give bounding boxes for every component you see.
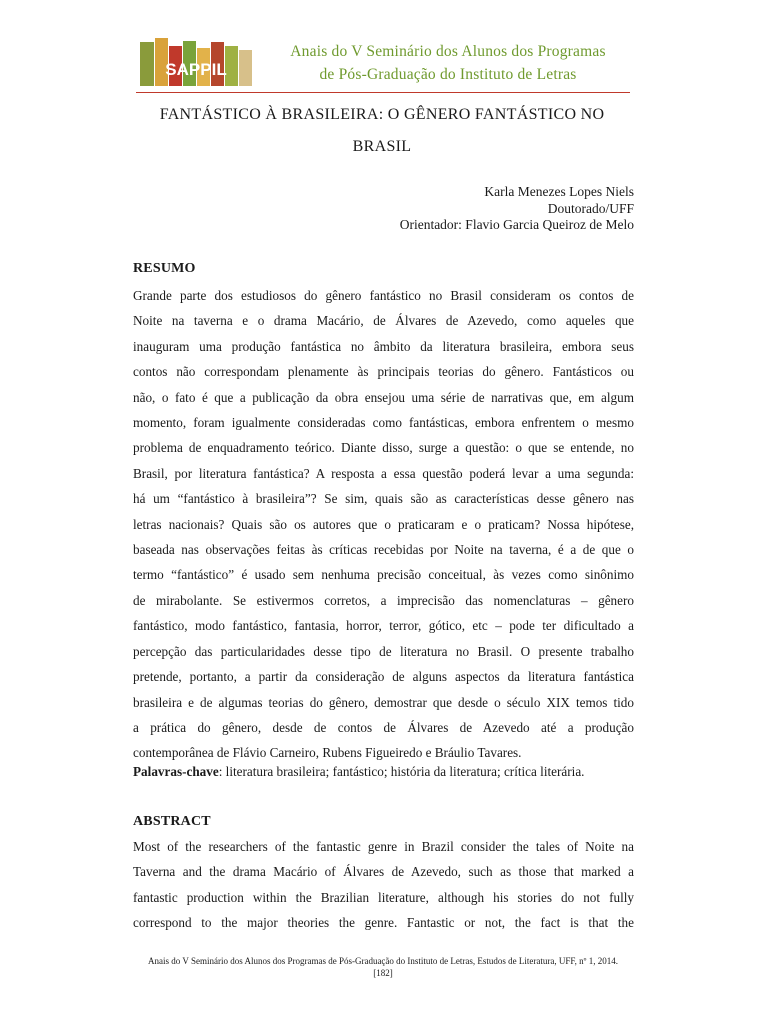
resumo-line: problema de enquadramento teórico. Diante disso, surge a questão: o que se entende, no — [133, 440, 634, 456]
resumo-line: baseada nas observações feitas às críticas recebidas por Noite na taverna, é a de que o — [133, 542, 634, 558]
page-footer — [100, 955, 666, 979]
author-name: Karla Menezes Lopes Niels — [484, 184, 634, 199]
resumo-heading: RESUMO — [133, 261, 196, 276]
keywords — [133, 761, 584, 783]
resumo-line: momento, foram igualmente consideradas como fantásticas, embora enfrentem o mesmo — [133, 415, 634, 431]
abstract-heading: ABSTRACT — [133, 814, 211, 829]
resumo-line: pretende, portanto, a partir da consideração de alguns aspectos da literatura fantástica — [133, 669, 634, 685]
resumo-line: termo “fantástico” é usado sem nenhuma precisão conceitual, às vezes como sinônimo — [133, 567, 634, 583]
author-advisor: Orientador: Flavio Garcia Queiroz de Melo — [399, 217, 634, 232]
resumo-body — [133, 283, 634, 766]
footer-citation: Anais do V Seminário dos Alunos dos Programas de Pós-Graduação do Instituto de Letras, Estudos de Literatura, UFF, nº 1, 2014. — [148, 956, 618, 966]
paper-title — [132, 99, 632, 163]
resumo-line: a prática do gênero, desde de contos de Álvares de Azevedo até a produção — [133, 719, 634, 735]
sappil-logo — [136, 38, 258, 88]
paper-title-line1: FANTÁSTICO À BRASILEIRA: O GÊNERO FANTÁSTICO NO — [159, 106, 605, 123]
conference-title — [254, 40, 642, 86]
paper-title-line2: BRASIL — [352, 138, 412, 155]
abstract-line: Taverna and the drama Macário of Álvares de Azevedo, such as those that marked a — [133, 864, 634, 880]
resumo-line: contos não correspondam plenamente às principais teorias do gênero. Fantásticos ou — [133, 364, 634, 380]
resumo-line: inauguram uma produção fantástica no âmbito da literatura brasileira, embora seus — [133, 338, 634, 354]
header-divider — [136, 92, 630, 93]
abstract-line: correspond to the major theories the genre. Fantastic or not, the fact is that the — [133, 915, 634, 931]
abstract-line: fantastic production within the Brazilian literature, although his stories do not fully — [133, 889, 634, 905]
resumo-line: de mirabolante. Se estivermos corretos, a imprecisão das nomenclaturas – gênero — [133, 592, 634, 608]
resumo-line: há um “fantástico à brasileira”? Se sim, quais são as características desse gênero nas — [133, 491, 634, 507]
resumo-line: Grande parte dos estudiosos do gênero fantástico no Brasil consideram os contos de — [133, 288, 634, 303]
resumo-line: percepção das particularidades desse tipo de literatura no Brasil. O presente trabalho — [133, 643, 634, 659]
keywords-label: Palavras-chave — [133, 764, 219, 779]
resumo-line: não, o fato é que a publicação da obra ensejou uma série de narrativas que, em algum — [133, 389, 634, 405]
resumo-line: Brasil, por literatura fantástica? A resposta a essa questão poderá levar a uma segunda: — [133, 465, 634, 481]
logo-text: SAPPIL — [165, 60, 227, 79]
page-number: [182] — [373, 968, 393, 978]
author-degree: Doutorado/UFF — [547, 200, 634, 216]
keywords-text: : literatura brasileira; fantástico; história da literatura; crítica literária. — [218, 764, 585, 779]
author-block — [400, 184, 634, 234]
abstract-line: Most of the researchers of the fantastic genre in Brazil consider the tales of Noite na — [133, 839, 634, 854]
resumo-line: Noite na taverna e o drama Macário, de Álvares de Azevedo, como aqueles que — [133, 313, 634, 329]
resumo-line: contemporânea de Flávio Carneiro, Rubens Figueiredo e Bráulio Tavares. — [133, 745, 522, 761]
abstract-body — [133, 834, 634, 936]
conference-title-line1: Anais do V Seminário dos Alunos dos Programas — [290, 43, 606, 60]
resumo-line: fantástico, modo fantástico, fantasia, horror, terror, gótico, etc – pode ter dificultado a — [133, 618, 634, 634]
page-header — [136, 36, 636, 92]
resumo-line: brasileira e de algumas teorias do gênero, demostrar que desde o século XIX temos tido — [133, 694, 634, 710]
resumo-line: letras nacionais? Quais são os autores que o praticaram e o praticam? Nossa hipótese, — [133, 516, 634, 532]
conference-title-line2: de Pós-Graduação do Instituto de Letras — [319, 66, 577, 83]
